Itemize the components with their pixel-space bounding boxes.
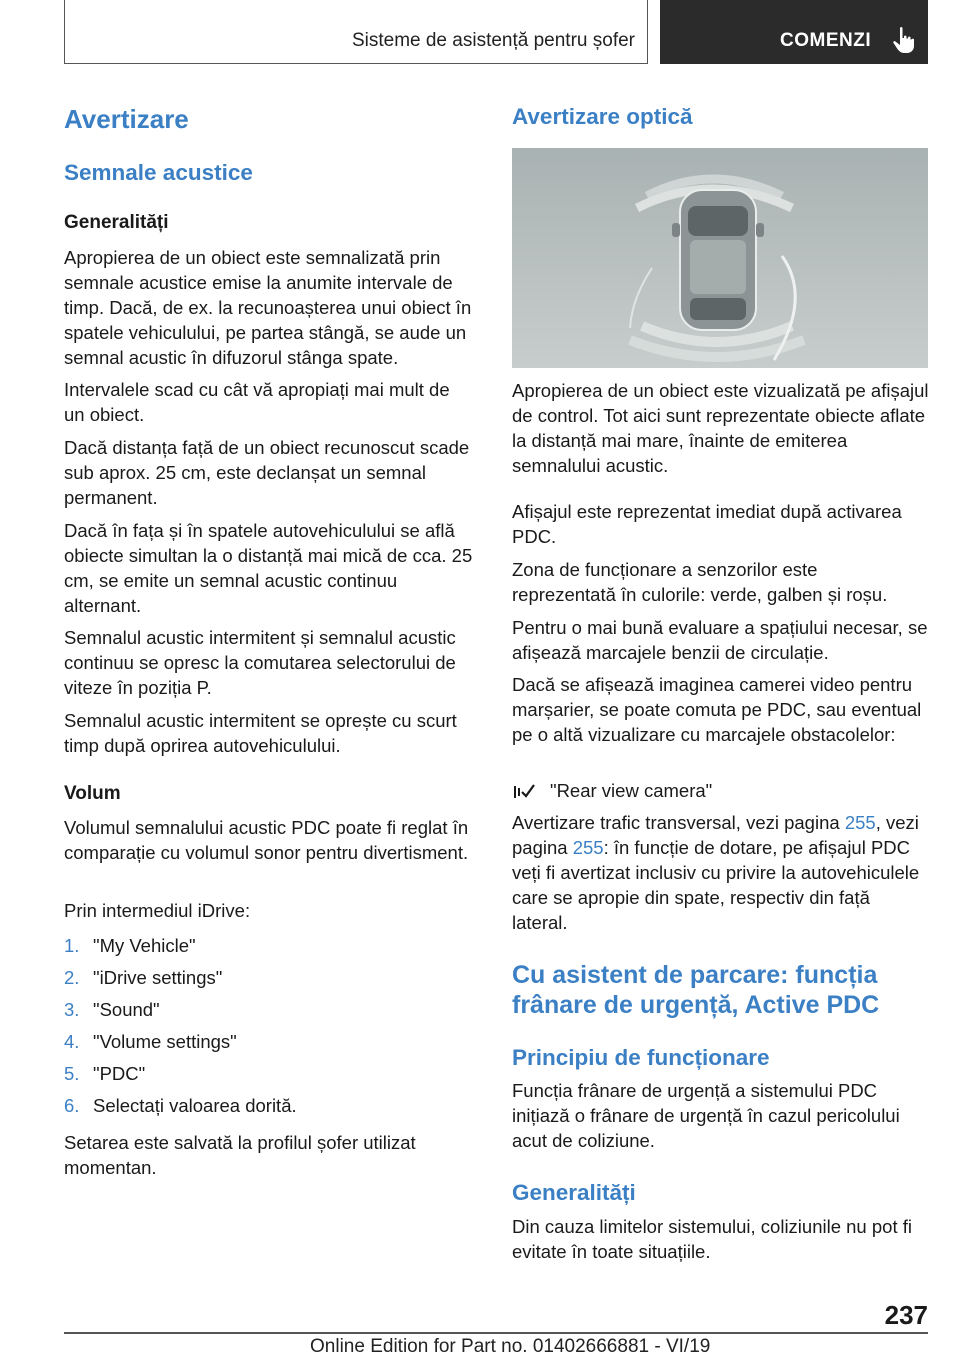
heading-avertizare-optica: Avertizare optică (512, 104, 693, 129)
paragraph: Setarea este salvată la profilul șofer utilizat momentan. (64, 1132, 416, 1178)
paragraph-cross-traffic: Avertizare trafic transversal, vezi pagina 255, vezi pagina 255: în funcție de dotare, pe afișajul PDC veți fi avertizat inclusiv cu privire la autovehiculele care se apropie din spate, respectiv din față lateral. (512, 812, 920, 933)
page-header (64, 0, 928, 64)
paragraph: Dacă în fața și în spatele autovehiculului se află obiecte simultan la o distanță mai mică de cca. 25 cm, se emite un semnal acustic continuu alternant. (64, 520, 473, 616)
heading-avertizare: Avertizare (64, 104, 189, 134)
list-item: 5. "PDC" (64, 1063, 146, 1084)
list-item: 4. "Volume settings" (64, 1031, 237, 1052)
list-item: 6. Selectați valoarea dorită. (64, 1095, 297, 1116)
paragraph: Zona de funcționare a senzorilor este reprezentată în culorile: verde, galben și roșu. (512, 559, 888, 605)
section-title: Sisteme de asistență pentru șofer (351, 30, 635, 51)
page-number: 237 (884, 1300, 928, 1330)
paragraph: Apropierea de un obiect este semnalizată prin semnale acustice emise la anumite intervale de timp. Dacă, de ex. la recunoașterea unui obiect în spatele vehiculului, pe partea stângă, se aude un semnal acustic în difuzorul stânga spate. (64, 247, 472, 368)
heading-principiu: Principiu de funcționare (512, 1045, 770, 1070)
paragraph: Funcția frânare de urgență a sistemului PDC inițiază o frânare de urgență în cazul pericolului acut de coliziune. (512, 1080, 900, 1151)
heading-active-pdc: Cu asistent de parcare: funcția frânare de urgență, Active PDC (512, 961, 880, 1019)
paragraph: Din cauza limitelor sistemului, coliziunile nu pot fi evitate în toate situațiile. (512, 1216, 912, 1262)
heading-semnale-acustice: Semnale acustice (64, 160, 253, 185)
list-item: 2. "iDrive settings" (64, 967, 223, 988)
paragraph: Dacă distanța față de un obiect recunoscut scade sub aprox. 25 cm, este declanșat un semnal permanent. (64, 437, 470, 508)
hand-pointer-icon (892, 26, 916, 54)
paragraph: Afișajul este reprezentat imediat după activarea PDC. (512, 501, 902, 547)
paragraph: Volumul semnalului acustic PDC poate fi reglat în comparație cu volumul sonor pentru divertisment. (64, 817, 469, 863)
section-header (64, 0, 648, 64)
paragraph: Pentru o mai bună evaluare a spațiului necesar, se afișează marcajele benzii de circulație. (512, 617, 928, 663)
camera-label: "Rear view camera" (550, 780, 713, 801)
paragraph: Intervalele scad cu cât vă apropiați mai mult de un obiect. (64, 379, 450, 425)
edition-note: Online Edition for Part no. 01402666881 - VI/19 (310, 1336, 711, 1357)
chapter-tab-label: COMENZI (780, 30, 872, 51)
paragraph: Semnalul acustic intermitent se oprește cu scurt timp după oprirea autovehiculului. (64, 710, 457, 756)
page-link-255-second[interactable]: 255 (572, 837, 604, 858)
paragraph: Semnalul acustic intermitent și semnalul acustic continuu se opresc la comutarea selectorului de viteze în poziția P. (64, 627, 456, 698)
pdc-display-image (512, 148, 928, 368)
list-item: 1. "My Vehicle" (64, 935, 196, 956)
pdc-sensor-icon (512, 783, 536, 801)
steps-list (64, 930, 482, 1122)
page-link-255[interactable]: 255 (844, 812, 876, 833)
footer-divider (64, 1332, 928, 1334)
chapter-tab[interactable] (660, 0, 928, 64)
list-item: 3. "Sound" (64, 999, 160, 1020)
heading-generalitati: Generalități (512, 1180, 636, 1205)
subheading-generalitati: Generalități (64, 212, 169, 233)
subheading-volum: Volum (64, 783, 121, 804)
paragraph: Prin intermediul iDrive: (64, 900, 251, 921)
paragraph: Apropierea de un obiect este vizualizată pe afișajul de control. Tot aici sunt reprezentate obiecte aflate la distanță mai mare, înainte de emiterea semnalului acustic. (512, 380, 929, 476)
paragraph: Dacă se afișează imaginea camerei video pentru marșarier, se poate comuta pe PDC, sau eventual pe o altă vizualizare cu marcajele obstacolelor: (512, 674, 922, 745)
camera-option (512, 778, 930, 803)
